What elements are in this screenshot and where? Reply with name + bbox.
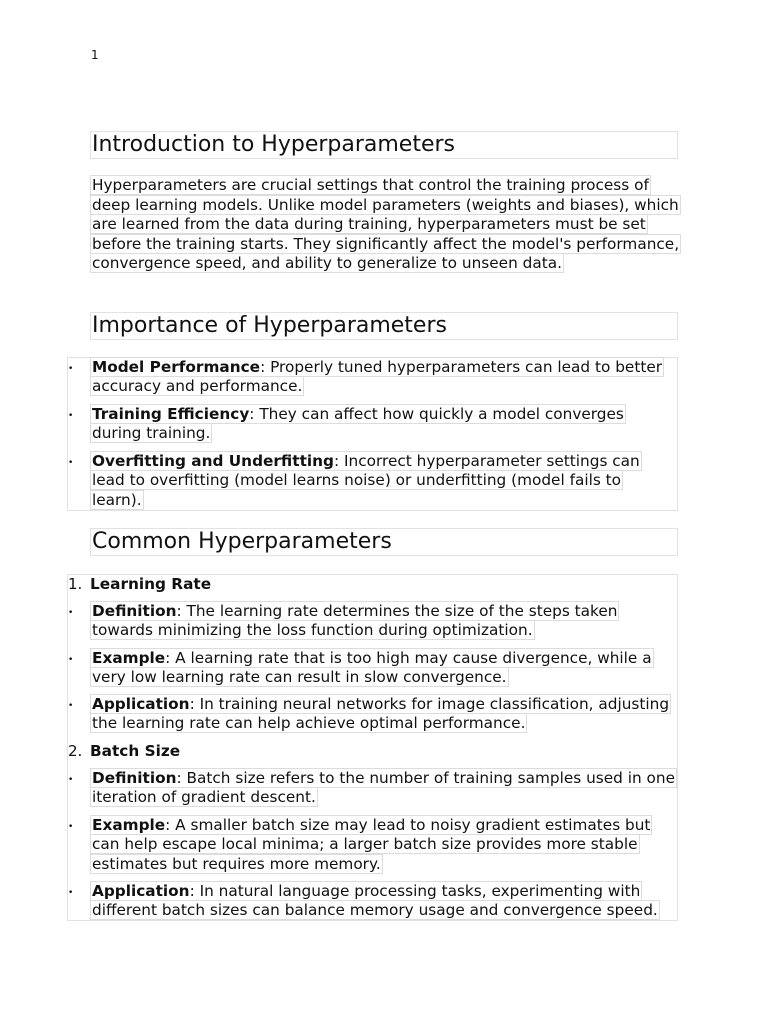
bullet-marker: • bbox=[68, 411, 74, 421]
item-text: : A learning rate that is too high may cause divergence, while a very low learning rate can result in slow convergence. bbox=[92, 649, 652, 687]
item-term: Definition bbox=[92, 769, 177, 787]
intro-paragraph bbox=[90, 176, 680, 274]
common-list bbox=[67, 574, 678, 921]
heading-introduction: Introduction to Hyperparameters bbox=[90, 131, 678, 159]
intro-paragraph-text: Hyperparameters are crucial settings that control the training process of deep learning models. Unlike model parameters (weights and biases), which are learned from the data during training, hyperparameters must be set before the training starts. They significantly affect the model's performance, convergence speed, and ability to generalize to unseen data. bbox=[92, 176, 680, 273]
item-term: Model Performance bbox=[92, 358, 261, 376]
bullet-marker: • bbox=[68, 701, 74, 711]
item-text: : In natural language processing tasks, experimenting with different batch sizes can balance memory usage and convergence speed. bbox=[92, 882, 658, 920]
item-text: : They can affect how quickly a model converges during training. bbox=[92, 405, 624, 443]
item-text: : Incorrect hyperparameter settings can lead to overfitting (model learns noise) or underfitting (model fails to learn). bbox=[92, 452, 640, 509]
item-text: : Batch size refers to the number of training samples used in one iteration of gradient descent. bbox=[92, 769, 676, 807]
item-term: Example bbox=[92, 816, 166, 834]
number-marker: 2. bbox=[68, 742, 83, 760]
item-term: Application bbox=[92, 882, 190, 900]
bullet-marker: • bbox=[68, 608, 74, 618]
bullet-marker: • bbox=[68, 364, 74, 374]
item-term: Application bbox=[92, 695, 190, 713]
bullet-marker: • bbox=[68, 458, 74, 468]
item-term: Overfitting and Underfitting bbox=[92, 452, 334, 470]
item-term: Example bbox=[92, 649, 166, 667]
group-name: Learning Rate bbox=[90, 575, 212, 593]
item-text: : Properly tuned hyperparameters can lead to better accuracy and performance. bbox=[92, 358, 663, 396]
item-term: Training Efficiency bbox=[92, 405, 250, 423]
bullet-marker: • bbox=[68, 655, 74, 665]
bullet-marker: • bbox=[68, 888, 74, 898]
heading-importance: Importance of Hyperparameters bbox=[90, 312, 678, 340]
group-name: Batch Size bbox=[90, 742, 181, 760]
bullet-marker: • bbox=[68, 822, 74, 832]
heading-common: Common Hyperparameters bbox=[90, 528, 678, 556]
bullet-marker: • bbox=[68, 775, 74, 785]
item-text: : The learning rate determines the size of the steps taken towards minimizing the loss function during optimization. bbox=[92, 602, 618, 640]
number-marker: 1. bbox=[68, 575, 83, 593]
item-term: Definition bbox=[92, 602, 177, 620]
page-number: 1 bbox=[91, 48, 99, 62]
item-text: : In training neural networks for image classification, adjusting the learning rate can help achieve optimal performance. bbox=[92, 695, 670, 733]
item-text: : A smaller batch size may lead to noisy gradient estimates but can help escape local minima; a larger batch size provides more stable estimates but requires more memory. bbox=[92, 816, 651, 873]
importance-list bbox=[67, 357, 678, 511]
